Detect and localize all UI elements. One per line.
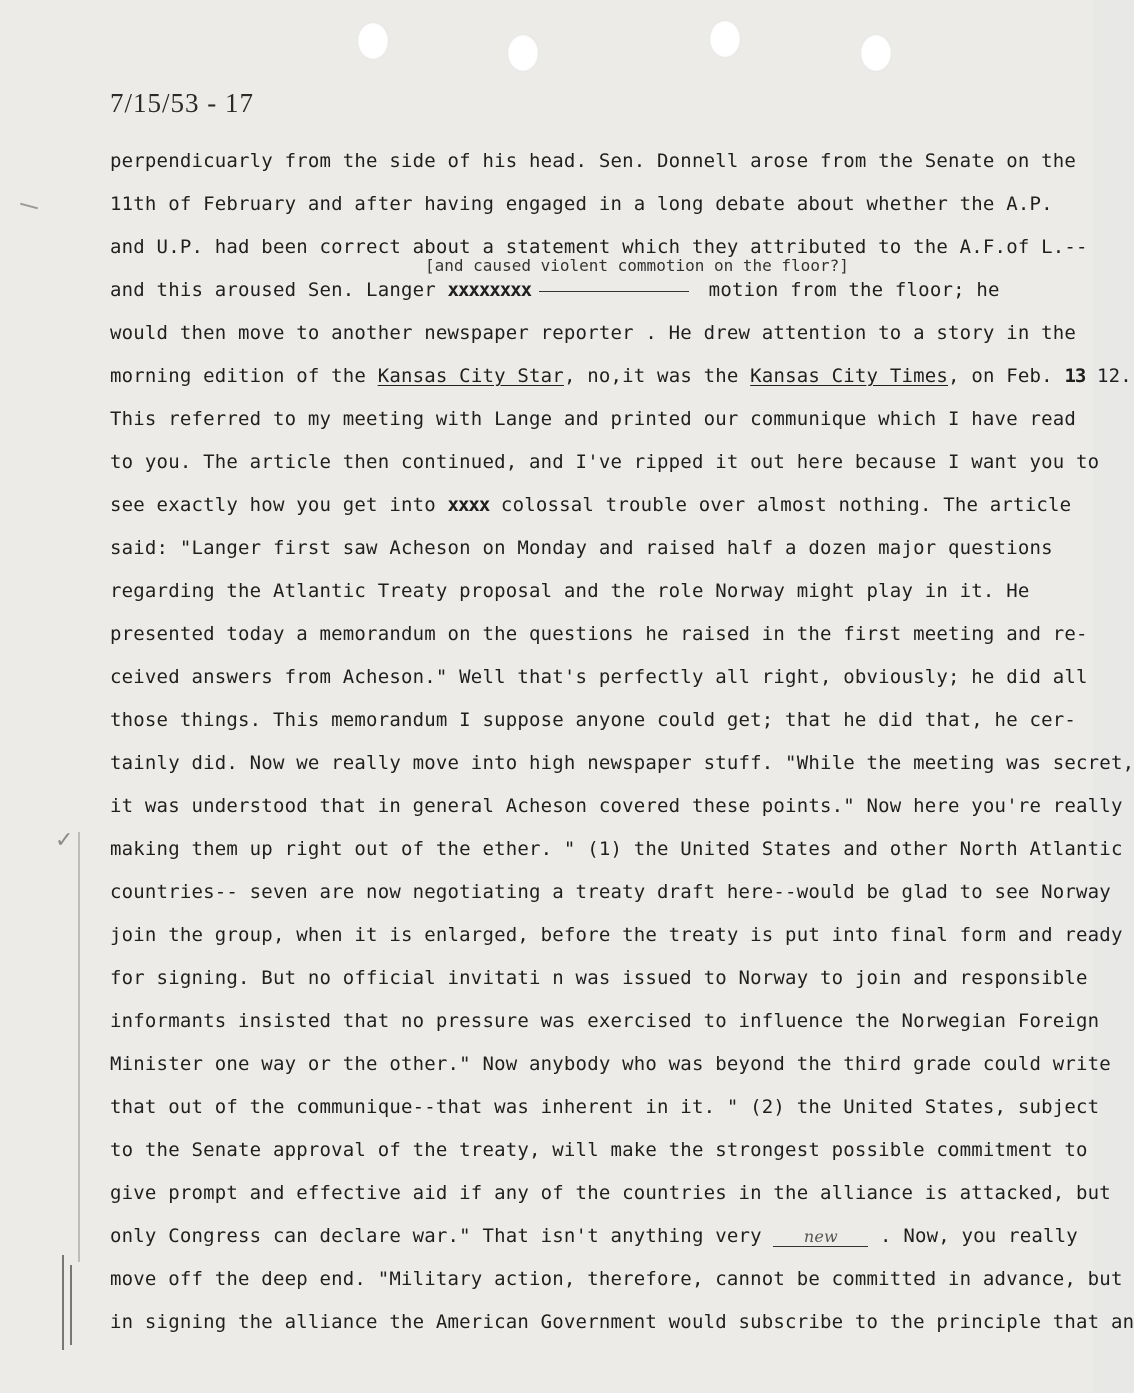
margin-check-mark: ✓ bbox=[55, 828, 74, 853]
strikethrough-text-2: xxxx bbox=[447, 494, 490, 516]
text-line-15: tainly did. Now we really move into high newspaper stuff. "While the meeting was secret, bbox=[110, 752, 1134, 774]
text-line-6-date: , on Feb. bbox=[948, 365, 1065, 387]
text-line-24: to the Senate approval of the treaty, will make the strongest possible commitment to bbox=[110, 1139, 1088, 1161]
margin-line-vertical bbox=[78, 832, 80, 1262]
text-line-28: in signing the alliance the American Government would subscribe to the principle that an bbox=[110, 1311, 1134, 1333]
text-line-26-start: only Congress can declare war." That isn't anything very bbox=[110, 1225, 774, 1247]
text-line-7: This referred to my meeting with Lange and printed our communique which I have read bbox=[110, 408, 1077, 430]
blank-line bbox=[539, 290, 689, 292]
text-line-3: and U.P. had been correct about a statement which they attributed to the A.F.of L.-- bbox=[110, 236, 1088, 258]
margin-bracket bbox=[62, 1255, 64, 1350]
punch-hole-3 bbox=[709, 20, 741, 58]
text-line-25: give prompt and effective aid if any of the countries in the alliance is attacked, but bbox=[110, 1182, 1111, 1204]
text-line-16: it was understood that in general Acheson covered these points." Now here you're really bbox=[110, 795, 1123, 817]
text-line-13: ceived answers from Acheson." Well that's perfectly all right, obviously; he did all bbox=[110, 666, 1088, 688]
text-line-4-start: and this aroused Sen. Langer bbox=[110, 279, 448, 301]
text-line-10: said: "Langer first saw Acheson on Monday and raised half a dozen major questions bbox=[110, 537, 1053, 559]
text-line-6-start: morning edition of the bbox=[110, 365, 378, 387]
newspaper-title-star: Kansas City Star bbox=[377, 365, 564, 387]
text-line-12: presented today a memorandum on the questions he raised in the first meeting and re- bbox=[110, 623, 1088, 645]
text-line-19: join the group, when it is enlarged, before the treaty is put into final form and ready bbox=[110, 924, 1123, 946]
text-line-9-end: colossal trouble over almost nothing. The article bbox=[489, 494, 1072, 516]
newspaper-title-times: Kansas City Times bbox=[750, 365, 949, 387]
text-line-11: regarding the Atlantic Treaty proposal and the role Norway might play in it. He bbox=[110, 580, 1030, 602]
text-line-26-end: . Now, you really bbox=[868, 1225, 1078, 1247]
text-line-6-end: 12. bbox=[1085, 365, 1132, 387]
punch-hole-4 bbox=[860, 34, 892, 72]
text-line-26 bbox=[110, 1225, 1078, 1247]
handwritten-word: new bbox=[773, 1227, 868, 1247]
text-line-2: 11th of February and after having engaged in a long debate about whether the A.P. bbox=[110, 193, 1053, 215]
punch-hole-1 bbox=[357, 22, 389, 60]
text-line-4-end: motion from the floor; he bbox=[697, 279, 1000, 301]
inserted-note: [and caused violent commotion on the floor?] bbox=[425, 256, 849, 275]
struck-date: 13 bbox=[1064, 365, 1086, 387]
text-line-9 bbox=[110, 494, 1071, 516]
text-line-17: making them up right out of the ether. " (1) the United States and other North Atlantic bbox=[110, 838, 1123, 860]
text-line-5: would then move to another newspaper reporter . He drew attention to a story in the bbox=[110, 322, 1077, 344]
punch-hole-2 bbox=[507, 34, 539, 72]
page-header: 7/15/53 - 17 bbox=[110, 88, 254, 118]
text-line-6-mid: , no,it was the bbox=[563, 365, 751, 387]
text-line-14: those things. This memorandum I suppose anyone could get; that he did that, he cer- bbox=[110, 709, 1077, 731]
text-line-18: countries-- seven are now negotiating a treaty draft here--would be glad to see Norway bbox=[110, 881, 1111, 903]
margin-bracket-2 bbox=[70, 1265, 72, 1345]
text-line-27: move off the deep end. "Military action, therefore, cannot be committed in advance, but bbox=[110, 1268, 1123, 1290]
text-line-23: that out of the communique--that was inherent in it. " (2) the United States, subject bbox=[110, 1096, 1100, 1118]
text-line-20: for signing. But no official invitati n was issued to Norway to join and responsible bbox=[110, 967, 1088, 989]
text-line-9-start: see exactly how you get into bbox=[110, 494, 448, 516]
text-line-1: perpendicuarly from the side of his head. Sen. Donnell arose from the Senate on the bbox=[110, 150, 1077, 172]
text-line-6 bbox=[110, 365, 1132, 387]
text-line-8: to you. The article then continued, and I've ripped it out here because I want you to bbox=[110, 451, 1100, 473]
margin-tick bbox=[20, 203, 38, 210]
text-line-4 bbox=[110, 279, 1000, 301]
text-line-21: informants insisted that no pressure was exercised to influence the Norwegian Foreign bbox=[110, 1010, 1100, 1032]
text-line-22: Minister one way or the other." Now anybody who was beyond the third grade could write bbox=[110, 1053, 1111, 1075]
strikethrough-text: xxxxxxxx bbox=[447, 279, 532, 301]
